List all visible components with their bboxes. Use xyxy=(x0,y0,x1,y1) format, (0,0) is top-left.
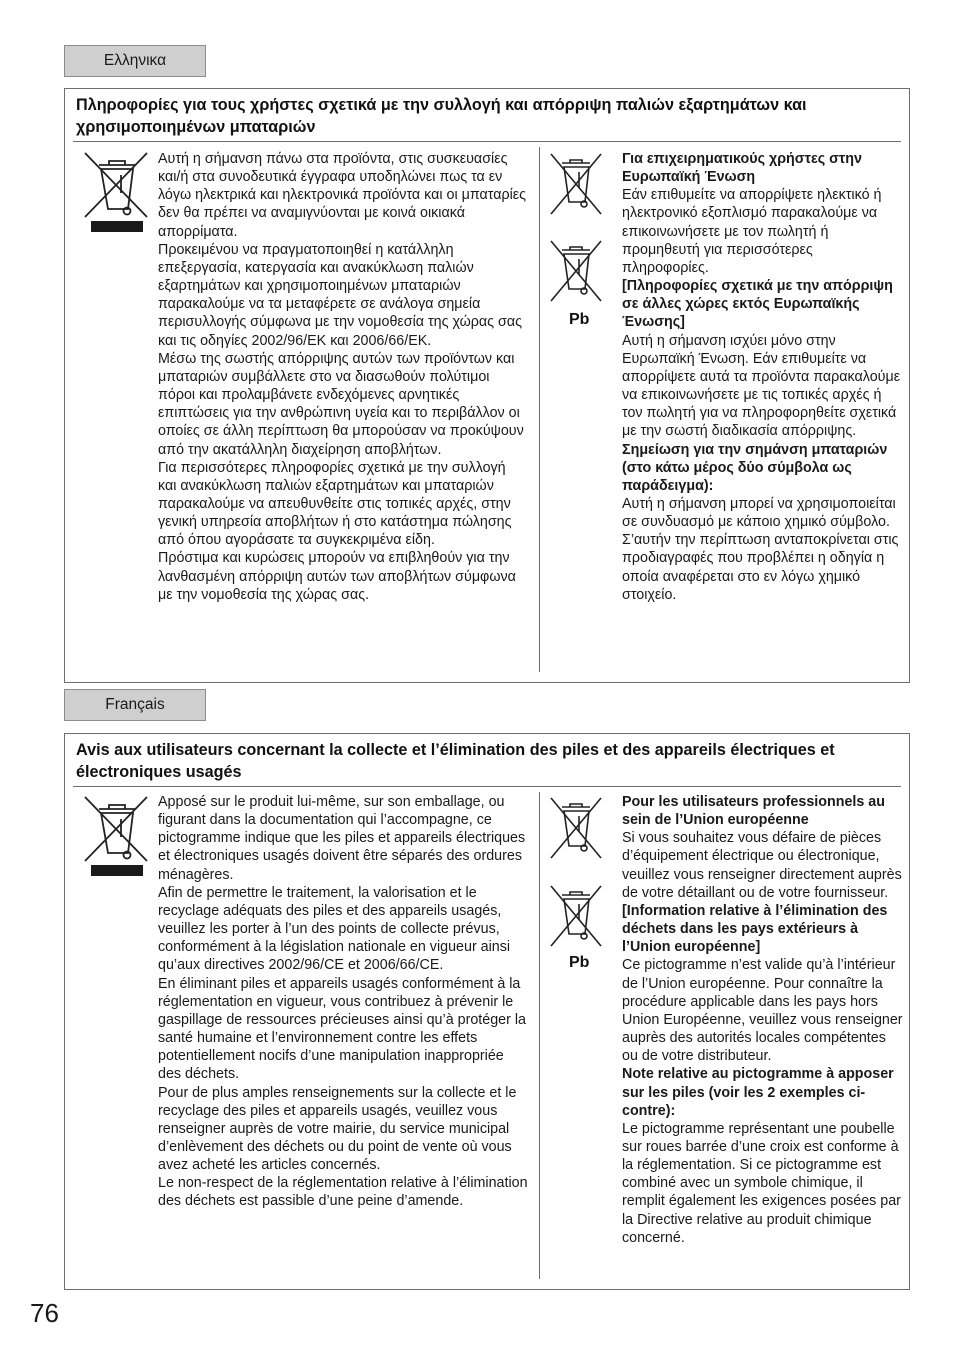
lead-symbol-label: Pb xyxy=(569,954,590,971)
side-paragraph: Αυτή η σήμανση μπορεί να χρησιμοποιείται σε συνδυασμό με κάποιο χημικό σύμβολο. Σ’αυτήν την περίπτωση ανταποκρίνεται στις προδιαγραφές που προβλέπει η οδηγία η οποία αναφέρεται στο εν λόγω χημικό στοιχείο. xyxy=(622,495,899,603)
paragraph: Αυτή η σήμανση πάνω στα προϊόντα, στις συσκευασίες και/ή στα συνοδευτικά έγγραφα υποδηλώνει πως τα εν λόγω ηλεκτρικά και ηλεκτρονικά προϊόντα και οι μπαταρίες δεν θα πρέπει να αναμιγνύονται με κοινά οικιακά απορρίματα. xyxy=(158,151,527,240)
paragraph: Προκειμένου να πραγματοποιηθεί η κατάλληλη επεξεργασία, κατεργασία και ανακύκλωση παλιών εξαρτημάτων και χρησιμοποιημένων μπαταριών παρακαλούμε να τα μεταφέρετε σε ανάλογα σημεία περισυλλογής σύμφωνα με την νομοθεσία της χώρας σας και τις οδηγίες 2002/96/ΕΚ και 2006/66/ΕΚ. xyxy=(158,241,523,349)
paragraph: Apposé sur le produit lui-même, sur son emballage, ou figurant dans la documentation qui l’accompagne, ce pictogramme indique que les piles et appareils électriques et électroniques usagés doivent être séparés des ordures ménagères. xyxy=(158,794,526,883)
paragraph: Afin de permettre le traitement, la valorisation et le recyclage adéquats des piles et des appareils usagés, veuillez les porter à l’un des points de collecte prévus, conformément à la législation nationale en vigueur ainsi qu’aux directives 2002/96/CE et 2006/66/CE. xyxy=(158,884,511,974)
side-paragraph: Le pictogramme représentant une poubelle sur roues barrée d’une croix est conforme à la réglementation. Si ce pictogramme est combiné avec un symbole chimique, il remplit également les exigences posées par la Directive relative au produit chimique concerné. xyxy=(622,1120,901,1246)
french-section xyxy=(64,733,910,1290)
french-column-divider xyxy=(539,792,540,1279)
language-tab-french: Français xyxy=(64,689,206,721)
greek-column-divider xyxy=(539,147,540,672)
greek-divider xyxy=(73,141,901,142)
greek-main-text xyxy=(158,150,528,604)
side-paragraph: Si vous souhaitez vous défaire de pièces d’équipement électrique ou électronique, veuillez vous renseigner directement auprès de votre détaillant ou de votre fournisseur. xyxy=(622,830,902,901)
crossed-bin-with-bar-icon xyxy=(81,795,151,877)
greek-section xyxy=(64,88,910,683)
paragraph: En éliminant piles et appareils usagés conformément à la réglementation en vigueur, vous contribuez à prévenir le gaspillage de ressources précieuses ainsi qu’à protéger la santé humaine et l’environnement contre les effets potentiellement nocifs d’une manipulation inappropriée des déchets. xyxy=(158,975,526,1083)
side-heading: [Information relative à l’élimination des déchets dans les pays extérieurs à l’Union européenne] xyxy=(622,902,888,956)
crossed-bin-icon xyxy=(548,152,604,220)
crossed-bin-icon xyxy=(548,796,604,864)
french-side-text xyxy=(622,793,904,1247)
french-divider xyxy=(73,786,901,787)
side-heading: [Πληροφορίες σχετικά με την απόρριψη σε άλλες χώρες εκτός Ευρωπαϊκής Ένωσης] xyxy=(622,278,893,331)
side-heading: Note relative au pictogramme à apposer sur les piles (voir les 2 exemples ci-contre): xyxy=(622,1066,894,1119)
crossed-bin-battery-icon xyxy=(548,884,604,952)
french-main-text xyxy=(158,793,530,1211)
paragraph: Για περισσότερες πληροφορίες σχετικά με την συλλογή και ανακύκλωση παλιών εξαρτημάτων και μπαταριών παρακαλούμε να απευθυνθείτε στις τοπικές αρχές, στην γενική υπηρεσία αποβλήτων ή στο κατάστημα πώλησης από όπου αγοράσατε τα συγκεκριμένα είδη. xyxy=(158,459,512,549)
greek-side-text xyxy=(622,150,902,604)
language-tab-greek: Ελληνικα xyxy=(64,45,206,77)
side-paragraph: Ce pictogramme n’est valide qu’à l’intérieur de l’Union européenne. Pour connaître la procédure applicable dans les pays hors Union Européenne, veuillez vous renseigner auprès des autorités locales compétentes ou de votre distributeur. xyxy=(622,957,903,1065)
lead-symbol-label: Pb xyxy=(569,311,590,328)
crossed-bin-with-bar-icon xyxy=(81,151,151,233)
side-paragraph: Εάν επιθυμείτε να απορρίψετε ηλεκτικό ή ηλεκτρονικό εξοπλισμό παρακαλούμε να επικοινωνήσετε με τον πωλητή ή προμηθευτή για περισσότερες πληροφορίες. xyxy=(622,187,882,276)
paragraph: Μέσω της σωστής απόρριψης αυτών των προϊόντων και μπαταριών συμβάλλετε στο να διασωθούν πολύτιμοι πόροι και προλαμβάνετε ενδεχόμενες αρνητικές επιπτώσεις για την ανθρώπινη υγεία και το περιβάλλον οι οποίες σε άλλη περίπτωση θα μπορούσαν να προκύψουν από την ακατάλληλη διαχείρηση αποβλήτων. xyxy=(158,350,524,458)
greek-heading: Πληροφορίες για τους χρήστες σχετικά με την συλλογή και απόρριψη παλιών εξαρτημάτων και χρησιμοποιημένων μπαταριών xyxy=(76,96,807,136)
paragraph: Πρόστιμα και κυρώσεις μπορούν να επιβληθούν για την λανθασμένη απόρριψη αυτών των αποβλήτων σύμφωνα με την νομοθεσία της χώρας σας. xyxy=(158,550,516,603)
side-heading: Για επιχειρηματικούς χρήστες στην Ευρωπαϊκή Ένωση xyxy=(622,151,862,186)
side-heading: Pour les utilisateurs professionnels au sein de l’Union européenne xyxy=(622,794,885,829)
crossed-bin-battery-icon xyxy=(548,239,604,307)
side-heading: Σημείωση για την σημάνση μπαταριών (στο κάτω μέρος δύο σύμβολα ως παράδειγμα): xyxy=(622,441,888,494)
paragraph: Le non-respect de la réglementation relative à l’élimination des déchets est passible d’une peine d’amende. xyxy=(158,1175,528,1210)
french-heading: Avis aux utilisateurs concernant la collecte et l’élimination des piles et des appareils électriques et électroniques usagés xyxy=(76,741,835,781)
side-paragraph: Αυτή η σήμανση ισχύει μόνο στην Ευρωπαϊκή Ένωση. Εάν επιθυμείτε να απορρίψετε αυτά τα προϊόντα παρακαλούμε να επικοινωνήσετε με τις τοπικές αρχές ή τον πωλητή για να πληροφορηθείτε σχετικά με την σωστή διαδικασία απόρριψης. xyxy=(622,332,901,440)
page-number: 76 xyxy=(30,1298,59,1328)
paragraph: Pour de plus amples renseignements sur la collecte et le recyclage des piles et appareils usagés, veuillez vous renseigner auprès de votre mairie, du service municipal d’enlèvement des déchets ou du point de vente où vous avez acheté les articles concernés. xyxy=(158,1084,517,1174)
